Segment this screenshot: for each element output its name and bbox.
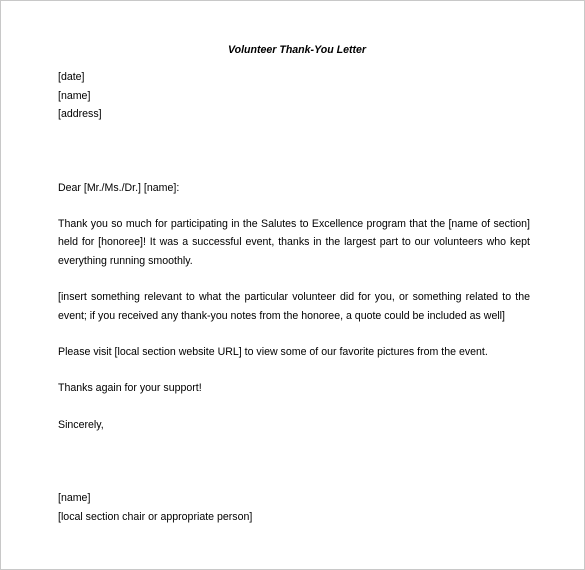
- paragraph-thank-you: Thank you so much for participating in the Salutes to Excellence program that the [name of section] held for [honoree]! It was a successful event, thanks in the largest part to our volunteers who kept everything running smoothly.: [58, 218, 530, 267]
- signature-block: [58, 489, 530, 526]
- letter-body: [58, 41, 530, 526]
- paragraph-website: Please visit [local section website URL] to view some of our favorite pictures from the event.: [58, 346, 488, 359]
- salutation: Dear [Mr./Ms./Dr.] [name]:: [58, 181, 180, 194]
- header-name: [name]: [58, 89, 91, 102]
- signature-title: [local section chair or appropriate person]: [58, 510, 253, 523]
- letter-header: [58, 68, 530, 123]
- header-date: [date]: [58, 71, 85, 84]
- paragraph-volunteer-specific: [insert something relevant to what the particular volunteer did for you, or something related to the event; if you received any thank-you notes from the honoree, a quote could be included as well]: [58, 291, 530, 322]
- letter-title: Volunteer Thank-You Letter: [227, 44, 367, 56]
- signature-name: [name]: [58, 492, 91, 505]
- closing: Sincerely,: [58, 418, 104, 431]
- header-address: [address]: [58, 108, 102, 121]
- paragraph-thanks-again: Thanks again for your support!: [58, 382, 202, 395]
